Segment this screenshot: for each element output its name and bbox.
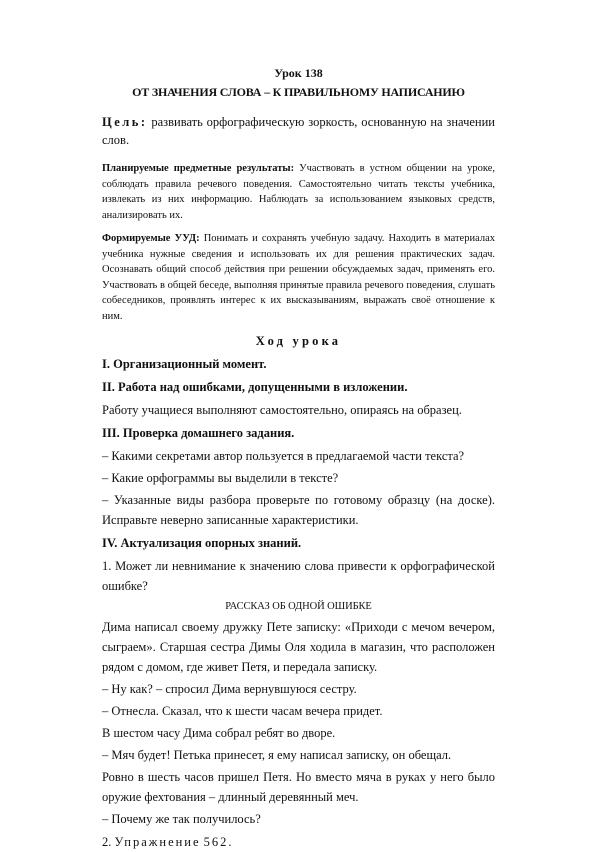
section-2-heading: II. Работа над ошибками, допущенными в изложении.	[102, 380, 408, 394]
story-paragraph-1: Дима написал своему дружку Пете записку: «Приходи с мечом вечером, сыграем». Старшая сестра Димы Оля ходила в магазин, что расположен рядом с домом, где живет Петя, и передала записку.	[102, 620, 495, 674]
section-3-heading: III. Проверка домашнего задания.	[102, 426, 295, 440]
document-page	[102, 66, 495, 852]
story-title: РАССКАЗ ОБ ОДНОЙ ОШИБКЕ	[225, 601, 372, 612]
uud-label: Формируемые УУД:	[102, 233, 200, 244]
section-4-heading: IV. Актуализация опорных знаний.	[102, 536, 302, 550]
story-paragraph-3: – Отнесла. Сказал, что к шести часам вечера придет.	[102, 704, 383, 718]
goal-label: Цель:	[102, 115, 148, 129]
lesson-title: ОТ ЗНАЧЕНИЯ СЛОВА – К ПРАВИЛЬНОМУ НАПИСАНИЮ	[132, 85, 465, 99]
course-heading: Ход урока	[255, 334, 342, 348]
exercise-line	[102, 832, 495, 852]
section-3-question-1: – Какими секретами автор пользуется в предлагаемой части текста?	[102, 449, 465, 463]
lesson-number: Урок 138	[274, 66, 323, 80]
results-text: Участвовать в устном общении на уроке, соблюдать правила речевого поведения. Самостоятельно читать тексты учебника, извлекать из них информацию. Наблюдать за использованием языковых средств, анализировать их.	[102, 163, 495, 221]
section-1-heading: I. Организационный момент.	[102, 357, 267, 371]
exercise-value: 562.	[203, 835, 234, 849]
exercise-label: Упражнение	[114, 835, 201, 849]
section-2-text: Работу учащиеся выполняют самостоятельно, опираясь на образец.	[102, 403, 462, 417]
story-paragraph-6: Ровно в шесть часов пришел Петя. Но вместо мяча в руках у него было оружие фехтования – длинный деревянный меч.	[102, 770, 495, 804]
goal-text: развивать орфографическую зоркость, основанную на значении слов.	[102, 115, 495, 147]
results-paragraph	[102, 161, 495, 223]
section-3-question-3: – Указанные виды разбора проверьте по готовому образцу (на доске). Исправьте неверно записанные характеристики.	[102, 493, 495, 527]
story-paragraph-2: – Ну как? – спросил Дима вернувшуюся сестру.	[102, 682, 357, 696]
section-4-question-1: 1. Может ли невнимание к значению слова привести к орфографической ошибке?	[102, 559, 495, 593]
story-paragraph-7: – Почему же так получилось?	[102, 812, 261, 826]
uud-paragraph	[102, 231, 495, 324]
exercise-number: 2.	[102, 835, 112, 849]
results-label: Планируемые предметные результаты:	[102, 163, 295, 174]
goal-paragraph	[102, 113, 495, 149]
story-paragraph-4: В шестом часу Дима собрал ребят во дворе.	[102, 726, 336, 740]
uud-text: Понимать и сохранять учебную задачу. Находить в материалах учебника нужные сведения и использовать их для решения практических задач. Осознавать общий способ действия при решении обсуждаемых задач, применять его. Участвовать в общей беседе, выполняя принятые правила речевого поведения, слушать собеседников, проявлять интерес к их высказываниям, выражать своё отношение к ним.	[102, 233, 495, 322]
story-paragraph-5: – Мяч будет! Петька принесет, я ему написал записку, он обещал.	[102, 748, 452, 762]
section-3-question-2: – Какие орфограммы вы выделили в тексте?	[102, 471, 339, 485]
